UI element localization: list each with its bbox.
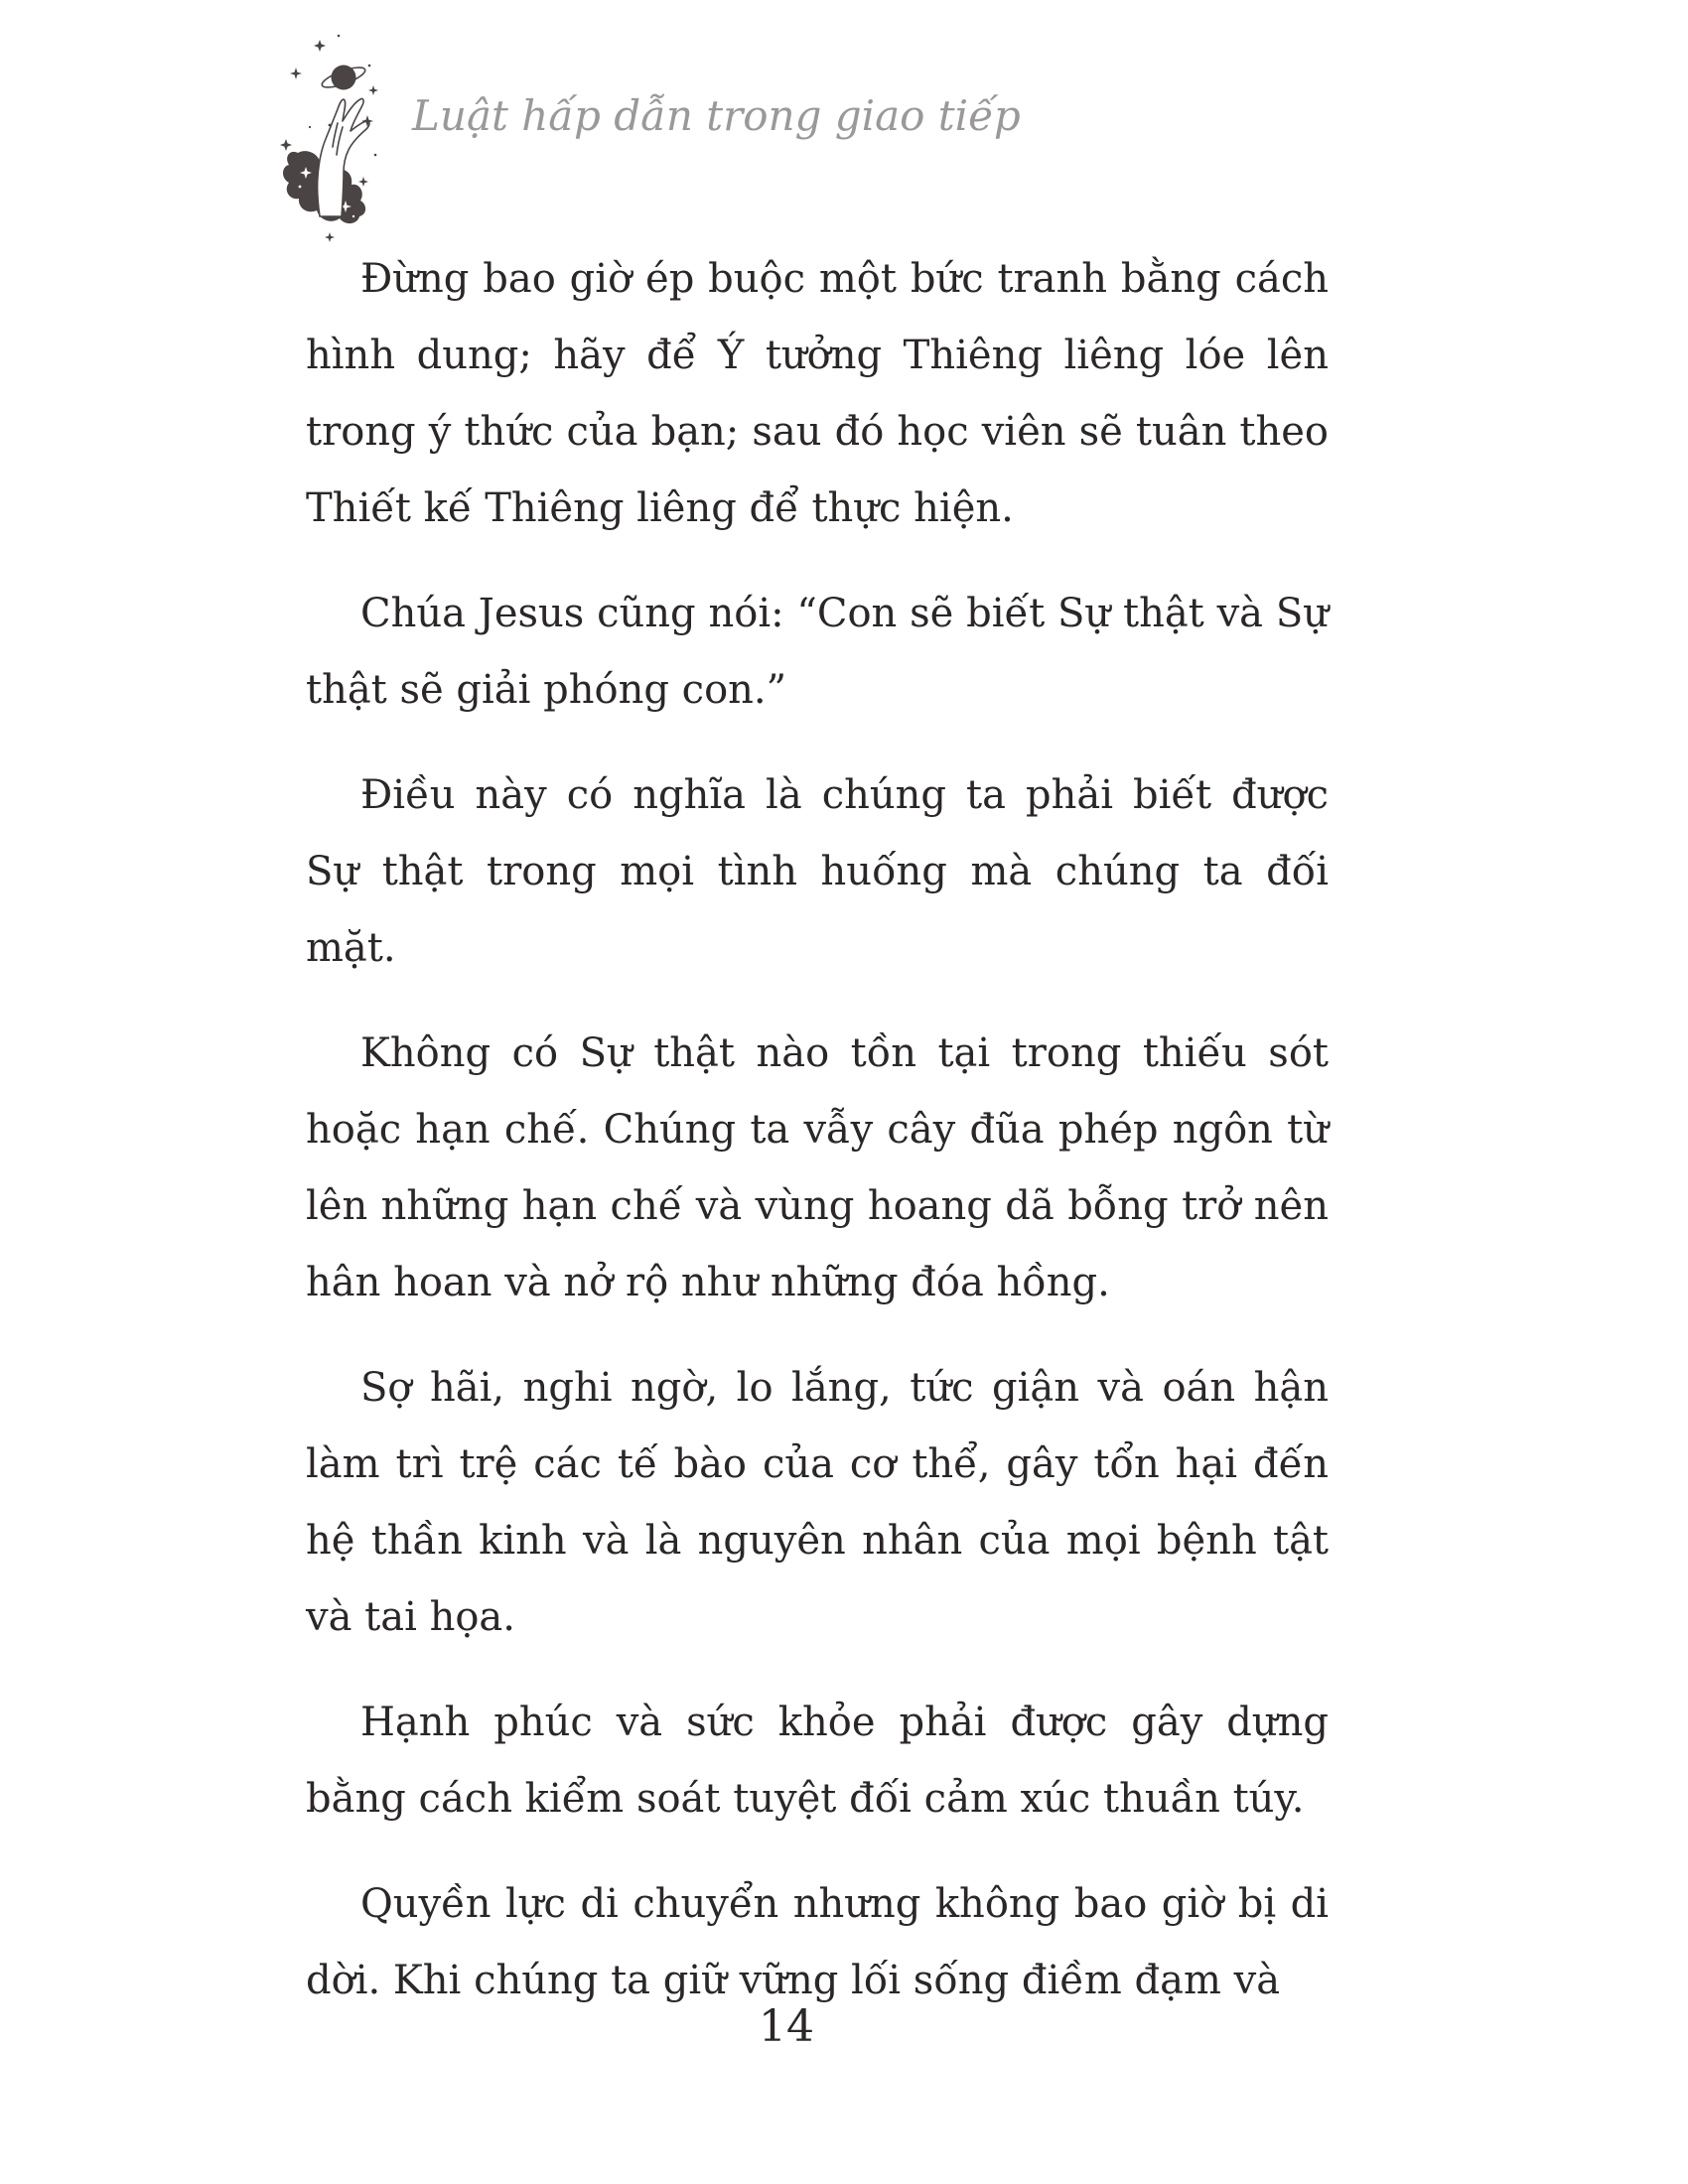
page-body [306,241,1329,2048]
running-head-title: Luật hấp dẫn trong giao tiếp [412,91,1021,140]
body-paragraph-3: Điều này có nghĩa là chúng ta phải biết được Sự thật trong mọi tình huống mà chúng ta đối mặt. [306,772,1329,971]
body-paragraph-4: Không có Sự thật nào tồn tại trong thiếu sót hoặc hạn chế. Chúng ta vẫy cây đũa phép ngôn từ lên những hạn chế và vùng hoang dã bỗng trở nên hân hoan và nở rộ như những đóa hồng. [306,1030,1329,1305]
body-paragraph-6: Hạnh phúc và sức khỏe phải được gây dựng bằng cách kiểm soát tuyệt đối cảm xúc thuần túy. [306,1700,1329,1822]
hand-planet-logo [260,28,419,246]
body-paragraph-2: Chúa Jesus cũng nói: “Con sẽ biết Sự thật và Sự thật sẽ giải phóng con.” [306,591,1329,713]
body-paragraph-5: Sợ hãi, nghi ngờ, lo lắng, tức giận và oán hận làm trì trệ các tế bào của cơ thể, gây tổn hại đến hệ thần kinh và là nguyên nhân của mọi bệnh tật và tai họa. [306,1365,1329,1640]
hand-icon [318,98,369,216]
body-paragraph-7: Quyền lực di chuyển nhưng không bao giờ bị di dời. Khi chúng ta giữ vững lối sống điềm đạm và [306,1881,1329,2003]
page-number: 14 [759,2001,814,2052]
saturn-planet-icon [320,64,367,91]
body-paragraph-1: Đừng bao giờ ép buộc một bức tranh bằng cách hình dung; hãy để Ý tưởng Thiêng liêng lóe lên trong ý thức của bạn; sau đó học viên sẽ tuân theo Thiết kế Thiêng liêng để thực hiện. [306,256,1329,531]
